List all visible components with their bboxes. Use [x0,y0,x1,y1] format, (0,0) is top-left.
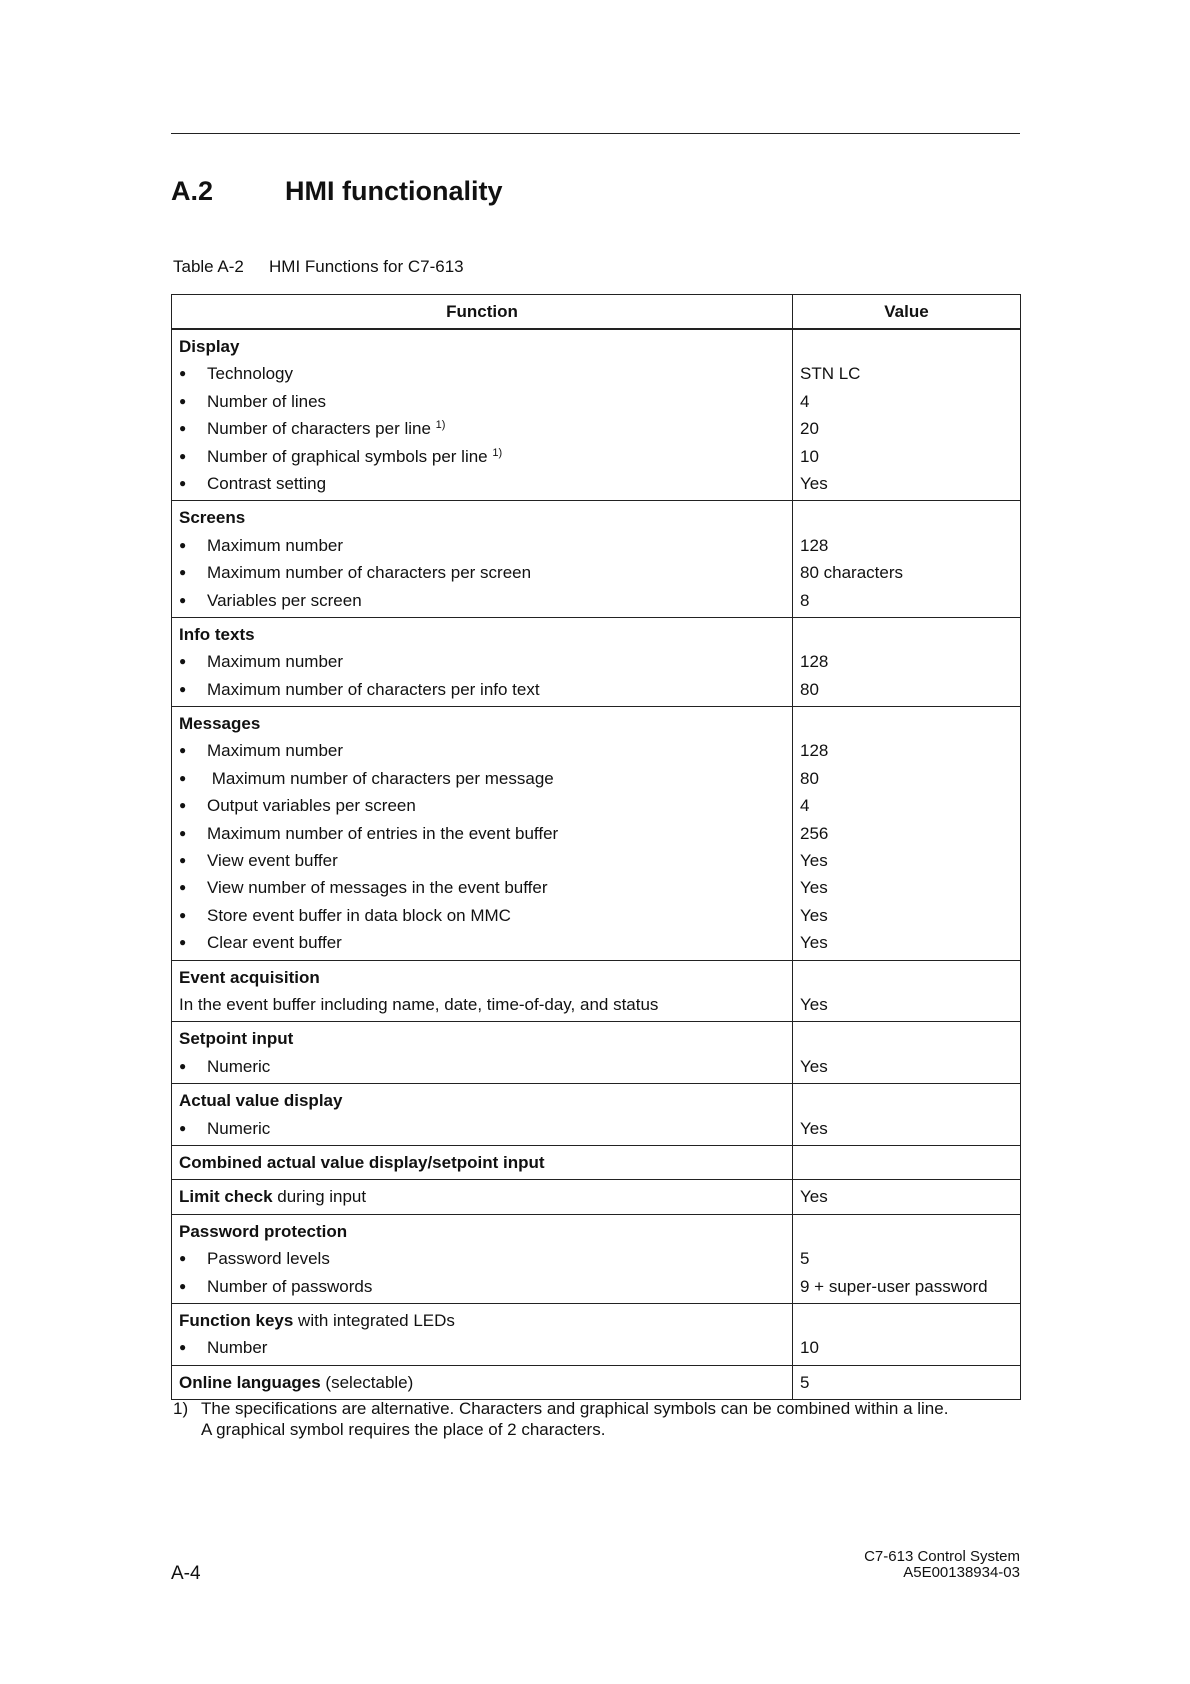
list-item [179,765,785,792]
list-item [179,929,785,956]
item-value: 20 [800,419,819,439]
item-value: 9 + super-user password [800,1276,988,1296]
bullet-icon: ● [179,1340,187,1355]
item-value: Yes [800,473,828,493]
group-title-bold: Actual value display [179,1091,343,1111]
function-cell [172,1303,793,1365]
bullet-icon: ● [179,537,187,552]
item-label: Number of lines [207,391,327,411]
document-title: C7-613 Control System [864,1548,1020,1565]
list-item [179,648,785,675]
item-value: 256 [800,823,829,843]
item-value: 128 [800,741,829,761]
item-label: Contrast setting [207,473,327,493]
group-title [179,964,785,991]
list-item [179,874,785,901]
item-label: Numeric [207,1118,271,1138]
group-title-bold: Messages [179,714,261,734]
table-row [172,960,1021,1022]
value-cell [793,1303,1021,1365]
header-value: Value [793,295,1021,330]
bullet-icon: ● [179,681,187,696]
item-value: STN LC [800,364,861,384]
function-cell [172,1145,793,1179]
item-value: 128 [800,652,829,672]
table-caption [173,257,464,277]
value-cell [793,1145,1021,1179]
function-cell [172,617,793,706]
list-item [179,415,785,442]
item-label: Clear event buffer [207,933,342,953]
group-title [179,621,785,648]
footnote-mark: 1) [173,1399,189,1418]
item-value: 80 [800,768,819,788]
group-title-bold: Info texts [179,624,255,644]
group-title-value: Yes [800,1187,828,1207]
value-cell [793,1214,1021,1303]
item-label: View number of messages in the event buffer [207,878,548,898]
item-label: Number of passwords [207,1276,373,1296]
value-cell [793,707,1021,961]
item-label: Maximum number of characters per message [207,768,554,788]
item-value: Yes [800,933,828,953]
item-label: Password levels [207,1249,330,1269]
group-description-value: Yes [800,994,828,1014]
item-label: Number of graphical symbols per line [207,446,488,466]
item-label: Number of characters per line [207,419,431,439]
item-value: Yes [800,878,828,898]
footnote-reference: 1) [492,446,503,459]
group-title-value [800,333,1013,360]
bullet-icon: ● [179,1058,187,1073]
table-row [172,707,1021,961]
table-row [172,1214,1021,1303]
list-item [179,847,785,874]
value-cell [793,501,1021,618]
item-label: Maximum number of entries in the event buffer [207,823,559,843]
list-item [179,737,785,764]
list-item [179,1245,785,1272]
table-header-row [172,295,1021,330]
table-row [172,1303,1021,1365]
group-title-bold: Online languages [179,1372,321,1392]
value-cell [793,329,1021,501]
section-heading [171,176,503,207]
document-info [864,1549,1020,1581]
list-item [179,443,785,470]
function-cell [172,1214,793,1303]
function-cell [172,501,793,618]
bullet-icon: ● [179,393,187,408]
list-item [179,532,785,559]
item-label: Store event buffer in data block on MMC [207,905,511,925]
group-title-bold: Display [179,337,240,356]
group-title [179,504,785,531]
group-title-bold: Function keys [179,1310,294,1330]
item-label: Maximum number [207,535,344,555]
list-item [179,388,785,415]
table-body [172,329,1021,1400]
list-item [179,360,785,387]
footnote-line-2: A graphical symbol requires the place of 2 characters. [201,1420,606,1439]
group-title-bold: Event acquisition [179,967,320,987]
item-value: 128 [800,535,829,555]
bullet-icon: ● [179,592,187,607]
item-value: Yes [800,1118,828,1138]
item-value: 4 [800,391,810,411]
header-function: Function [172,295,793,330]
group-title-bold: Limit check [179,1187,273,1207]
group-title-rest: during input [272,1187,367,1207]
group-title [179,1183,785,1210]
table-row [172,1365,1021,1399]
value-cell [793,1180,1021,1214]
bullet-icon: ● [179,1278,187,1293]
bullet-icon: ● [179,743,187,758]
group-title-value [800,964,1013,991]
item-value: 80 characters [800,563,903,583]
group-title [179,333,785,360]
group-title-value [800,1218,1013,1245]
bullet-icon: ● [179,853,187,868]
item-label: View event buffer [207,851,338,871]
item-label: Output variables per screen [207,796,416,816]
page-number: A-4 [171,1563,201,1584]
item-value: 10 [800,446,819,466]
item-value: 10 [800,1338,819,1358]
group-title [179,1087,785,1114]
function-cell [172,1365,793,1399]
list-item [179,1053,785,1080]
bullet-icon: ● [179,475,187,490]
item-label: Maximum number of characters per screen [207,563,532,583]
bullet-icon: ● [179,448,187,463]
bullet-icon: ● [179,1251,187,1266]
function-cell [172,1084,793,1146]
list-item [179,587,785,614]
group-title-rest: (selectable) [320,1372,414,1392]
group-title-value [800,621,1013,648]
group-title-bold: Password protection [179,1221,348,1241]
group-title-value [800,1149,1013,1176]
list-item [179,559,785,586]
item-value: 8 [800,590,810,610]
bullet-icon: ● [179,825,187,840]
item-label: Number [207,1338,268,1358]
group-title [179,1218,785,1245]
group-title-value [800,1087,1013,1114]
group-title [179,1369,785,1396]
group-title [179,1149,785,1176]
function-cell [172,329,793,501]
function-cell [172,1180,793,1214]
function-cell [172,960,793,1022]
value-cell [793,960,1021,1022]
table-row [172,1022,1021,1084]
table-row [172,501,1021,618]
group-title-value [800,504,1013,531]
list-item [179,792,785,819]
hmi-functions-table [171,294,1021,1400]
item-value: Yes [800,851,828,871]
list-item [179,1115,785,1142]
bullet-icon: ● [179,366,187,381]
item-value: 5 [800,1249,810,1269]
bullet-icon: ● [179,880,187,895]
table-caption-text: HMI Functions for C7-613 [269,257,464,276]
item-value: Yes [800,905,828,925]
list-item [179,676,785,703]
item-value: 4 [800,796,810,816]
item-label: Variables per screen [207,590,362,610]
group-title-bold: Screens [179,508,246,528]
value-cell [793,617,1021,706]
group-title-bold: Combined actual value display/setpoint input [179,1152,545,1172]
item-label: Technology [207,364,294,384]
group-title [179,710,785,737]
footnote [173,1398,1001,1440]
bullet-icon: ● [179,421,187,436]
table-row [172,617,1021,706]
table-row [172,1145,1021,1179]
document-number: A5E00138934-03 [903,1564,1020,1581]
group-description: In the event buffer including name, date, time-of-day, and status [179,994,659,1014]
bullet-icon: ● [179,770,187,785]
bullet-icon: ● [179,907,187,922]
list-item [179,902,785,929]
list-item [179,1334,785,1361]
group-title-value [800,710,1013,737]
group-title-value: 5 [800,1372,810,1392]
footnote-line-1: The specifications are alternative. Characters and graphical symbols can be combined within a line. [201,1399,949,1418]
group-title-value [800,1307,1013,1334]
bullet-icon: ● [179,1120,187,1135]
function-cell [172,707,793,961]
table-row [172,1084,1021,1146]
item-label: Numeric [207,1056,271,1076]
bullet-icon: ● [179,654,187,669]
item-label: Maximum number [207,652,344,672]
table-caption-label: Table A-2 [173,257,244,276]
group-title [179,1025,785,1052]
section-number: A.2 [171,176,214,206]
group-title-bold: Setpoint input [179,1029,294,1049]
value-cell [793,1022,1021,1084]
value-cell [793,1084,1021,1146]
value-cell [793,1365,1021,1399]
top-rule [171,133,1020,134]
footnote-reference: 1) [435,419,446,432]
function-cell [172,1022,793,1084]
item-label: Maximum number [207,741,344,761]
item-label: Maximum number of characters per info text [207,679,540,699]
group-title-rest: with integrated LEDs [293,1310,455,1330]
list-item [179,820,785,847]
list-item [179,1273,785,1300]
bullet-icon: ● [179,935,187,950]
group-title [179,1307,785,1334]
list-item [179,470,785,497]
table-row [172,1180,1021,1214]
bullet-icon: ● [179,565,187,580]
table-row [172,329,1021,501]
section-title: HMI functionality [285,176,503,206]
group-title-value [800,1025,1013,1052]
bullet-icon: ● [179,798,187,813]
item-value: Yes [800,1056,828,1076]
item-value: 80 [800,679,819,699]
